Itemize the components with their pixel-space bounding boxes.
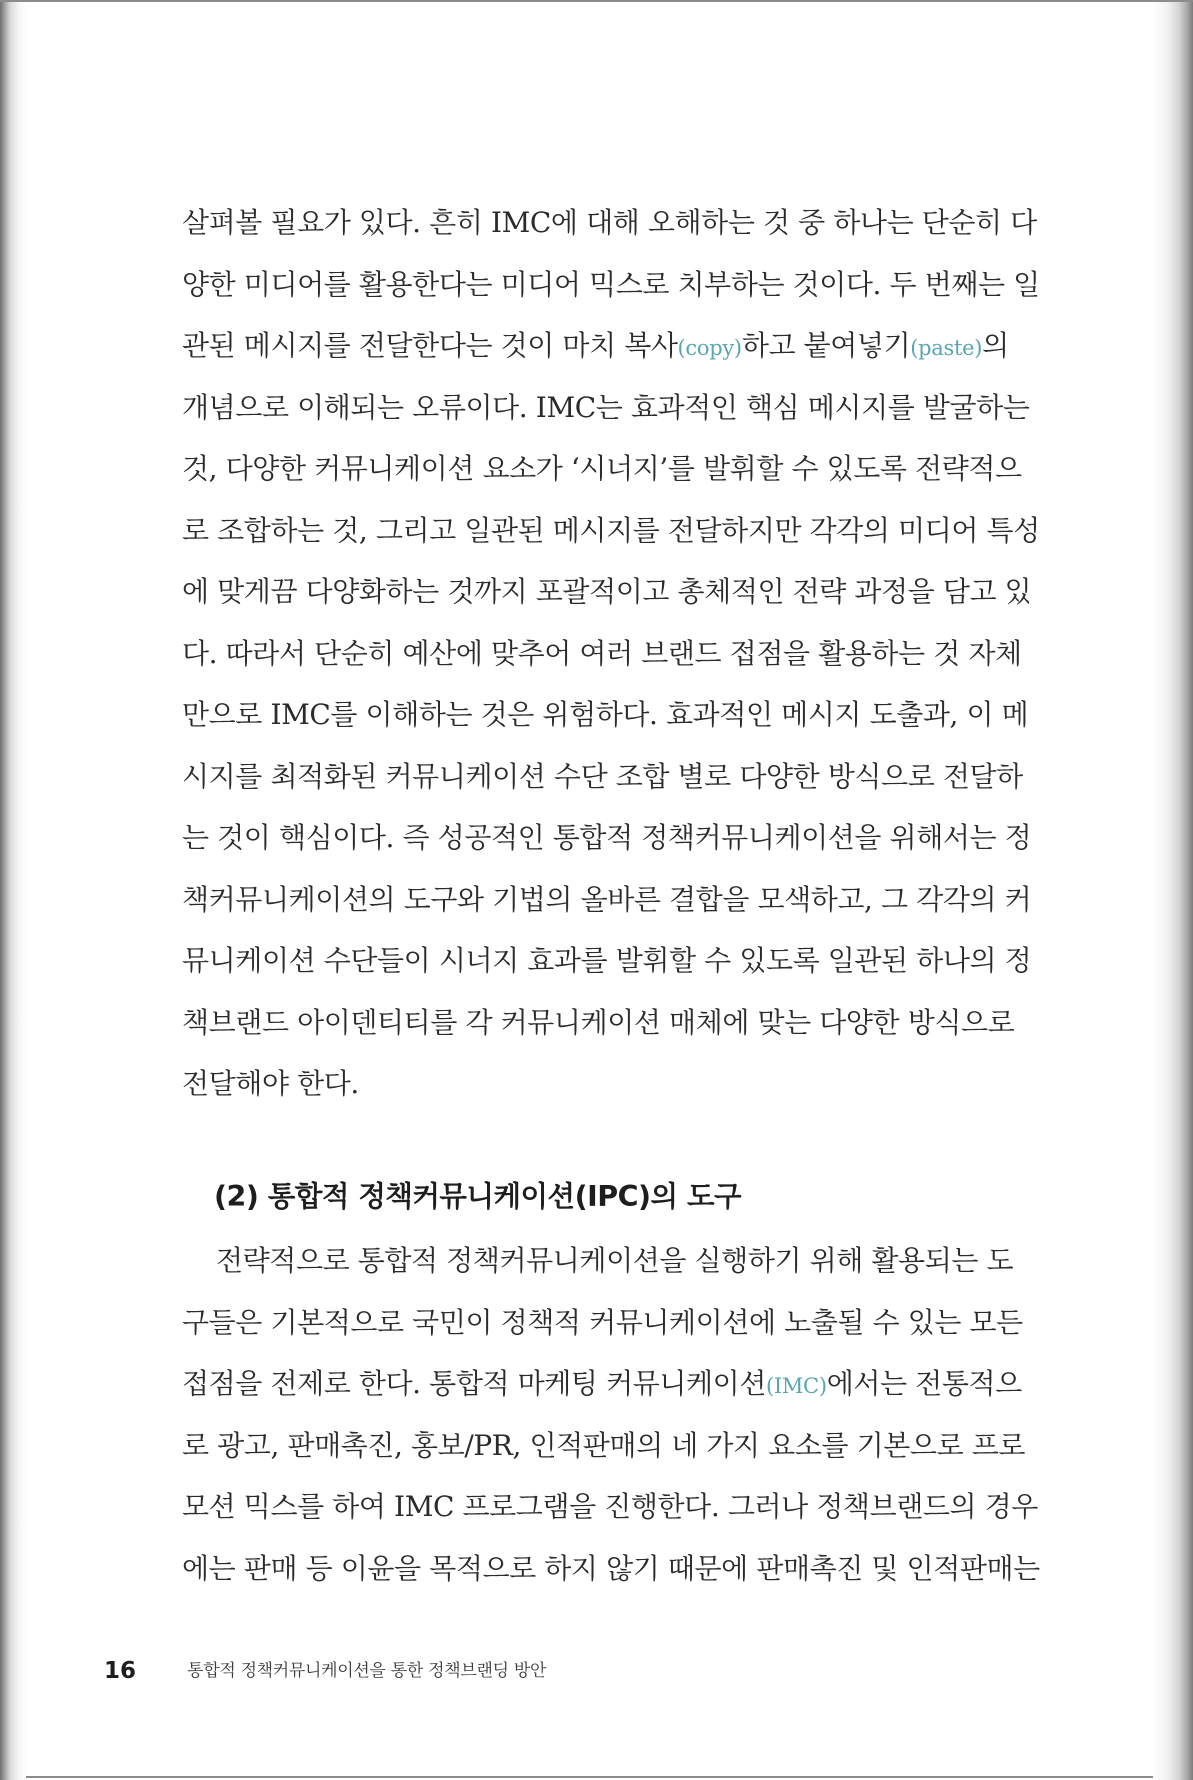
text-line: 는 것이 핵심이다. 즉 성공적인 통합적 정책커뮤니케이션을 위해서는 정: [182, 821, 1032, 854]
text-run: 하고 붙여넣기: [741, 329, 911, 362]
text-line: 책브랜드 아이덴티티를 각 커뮤니케이션 매체에 맞는 다양한 방식으로: [182, 1005, 1015, 1039]
text-line: [182, 1353, 1022, 1415]
page-edge-shadow: [1153, 2, 1193, 1780]
page-binding-shadow: [0, 2, 26, 1780]
body-paragraph: [182, 192, 1040, 1115]
text-run: 접점을 전제로 한다. 통합적 마케팅 커뮤니케이션: [182, 1367, 766, 1400]
text-line: 구들은 기본적으로 국민이 정책적 커뮤니케이션에 노출될 수 있는 모든: [182, 1305, 1023, 1339]
page-footer: [104, 1655, 546, 1685]
text-line: 뮤니케이션 수단들이 시너지 효과를 발휘할 수 있도록 일관된 하나의 정: [182, 944, 1032, 977]
running-title: 통합적 정책커뮤니케이션을 통한 정책브랜딩 방안: [187, 1660, 547, 1681]
text-line: 전달해야 한다.: [182, 1067, 359, 1100]
text-run: 에서는 전통적으: [826, 1367, 1022, 1400]
section-paragraph: [182, 1230, 1040, 1599]
text-line: 것, 다양한 커뮤니케이션 요소가 ‘시너지’를 발휘할 수 있도록 전략적으: [182, 452, 1022, 485]
english-gloss: (copy): [677, 336, 742, 360]
text-line: 에는 판매 등 이윤을 목적으로 하지 않기 때문에 판매촉진 및 인적판매는: [182, 1551, 1040, 1585]
text-line: 로 조합하는 것, 그리고 일관된 메시지를 전달하지만 각각의 미디어 특성: [182, 513, 1040, 547]
text-run: 관된 메시지를 전달한다는 것이 마치 복사: [182, 329, 678, 362]
text-line: 다. 따라서 단순히 예산에 맞추어 여러 브랜드 접점을 활용하는 것 자체: [182, 636, 1022, 670]
text-run: 의: [982, 329, 1009, 362]
text-line: 책커뮤니케이션의 도구와 기법의 올바른 결합을 모색하고, 그 각각의 커: [182, 882, 1032, 916]
section-heading: (2) 통합적 정책커뮤니케이션(IPC)의 도구: [214, 1180, 742, 1213]
text-line: 개념으로 이해되는 오류이다. IMC는 효과적인 핵심 메시지를 발굴하는: [182, 390, 1030, 424]
text-line: 시지를 최적화된 커뮤니케이션 수단 조합 별로 다양한 방식으로 전달하: [182, 759, 1023, 793]
english-gloss: (paste): [910, 336, 983, 360]
text-line: 양한 미디어를 활용한다는 미디어 믹스로 치부하는 것이다. 두 번째는 일: [182, 267, 1040, 301]
text-line: 전략적으로 통합적 정책커뮤니케이션을 실행하기 위해 활용되는 도: [216, 1244, 1014, 1277]
text-line: 에 맞게끔 다양화하는 것까지 포괄적이고 총체적인 전략 과정을 담고 있: [182, 575, 1032, 608]
text-line: 모션 믹스를 하여 IMC 프로그램을 진행한다. 그러나 정책브랜드의 경우: [182, 1490, 1038, 1523]
text-line: 살펴볼 필요가 있다. 흔히 IMC에 대해 오해하는 것 중 하나는 단순히 다: [182, 206, 1037, 239]
text-line: [182, 315, 1009, 377]
text-line: 로 광고, 판매촉진, 홍보/PR, 인적판매의 네 가지 요소를 기본으로 프로: [182, 1428, 1026, 1462]
page-number: 16: [104, 1657, 137, 1684]
text-line: 만으로 IMC를 이해하는 것은 위험하다. 효과적인 메시지 도출과, 이 메: [182, 698, 1029, 731]
english-gloss: (IMC): [765, 1374, 827, 1398]
